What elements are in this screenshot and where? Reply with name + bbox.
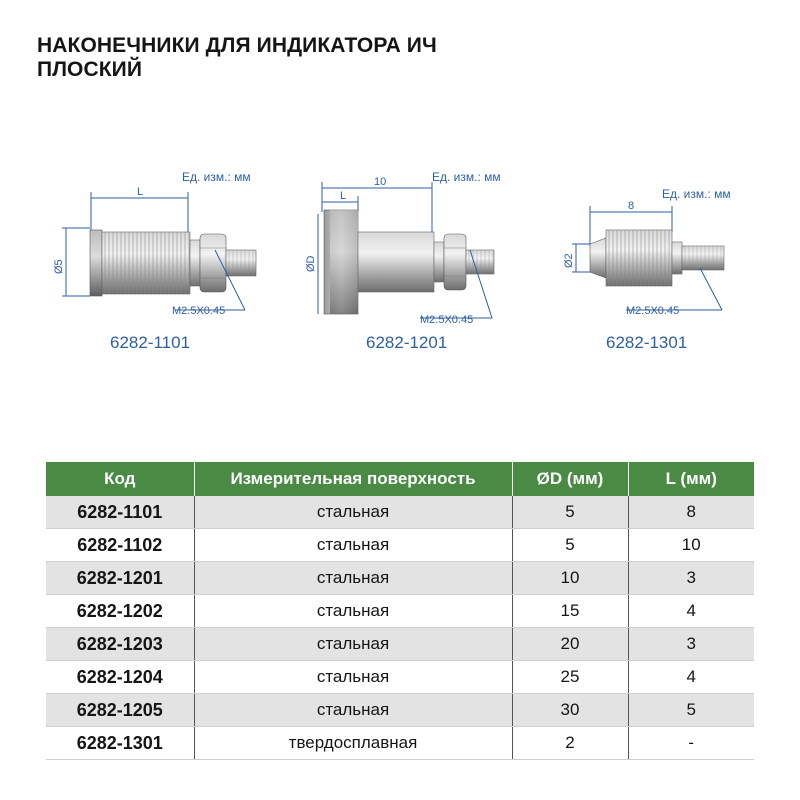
header-length: L (мм) bbox=[628, 462, 754, 496]
dim-l-label: L bbox=[340, 190, 347, 202]
dim-d-label: Ø5 bbox=[53, 259, 65, 274]
cell-code: 6282-1301 bbox=[46, 727, 194, 760]
cell-surface: стальная bbox=[194, 661, 512, 694]
table-row bbox=[46, 496, 754, 529]
cell-surface: стальная bbox=[194, 562, 512, 595]
table-row bbox=[46, 562, 754, 595]
header-surface: Измерительная поверхность bbox=[194, 462, 512, 496]
cell-length: 4 bbox=[628, 595, 754, 628]
cell-surface: стальная bbox=[194, 496, 512, 529]
drawing-code: 6282-1201 bbox=[366, 333, 448, 352]
drawing-code: 6282-1301 bbox=[606, 333, 688, 352]
cell-diameter: 2 bbox=[512, 727, 628, 760]
cell-diameter: 20 bbox=[512, 628, 628, 661]
cell-code: 6282-1203 bbox=[46, 628, 194, 661]
title-line-2: ПЛОСКИЙ bbox=[37, 58, 143, 81]
header-diameter: ØD (мм) bbox=[512, 462, 628, 496]
cell-diameter: 30 bbox=[512, 694, 628, 727]
cell-diameter: 5 bbox=[512, 496, 628, 529]
unit-label: Ед. изм.: мм bbox=[432, 170, 501, 184]
technical-drawings bbox=[0, 150, 800, 370]
cell-surface: стальная bbox=[194, 529, 512, 562]
cell-surface: твердосплавная bbox=[194, 727, 512, 760]
cell-length: - bbox=[628, 727, 754, 760]
page-title bbox=[37, 34, 437, 82]
thread-label: M2.5X0.45 bbox=[420, 314, 474, 326]
title-line-1: НАКОНЕЧНИКИ ДЛЯ ИНДИКАТОРА ИЧ bbox=[37, 34, 437, 57]
cell-code: 6282-1201 bbox=[46, 562, 194, 595]
drawing-code: 6282-1101 bbox=[110, 333, 191, 352]
dim-l-label: L bbox=[137, 186, 144, 198]
table-row bbox=[46, 727, 754, 760]
cell-diameter: 15 bbox=[512, 595, 628, 628]
cell-code: 6282-1202 bbox=[46, 595, 194, 628]
cell-code: 6282-1204 bbox=[46, 661, 194, 694]
thread-label: M2.5X0.45 bbox=[626, 305, 680, 317]
dim-8-label: 8 bbox=[628, 200, 635, 212]
cell-diameter: 10 bbox=[512, 562, 628, 595]
unit-label: Ед. изм.: мм bbox=[182, 170, 251, 184]
table-header-row bbox=[46, 462, 754, 496]
tip-drawing-1201 bbox=[305, 170, 501, 352]
cell-diameter: 5 bbox=[512, 529, 628, 562]
thread-label: M2.5X0.45 bbox=[172, 305, 226, 317]
cell-code: 6282-1102 bbox=[46, 529, 194, 562]
cell-code: 6282-1205 bbox=[46, 694, 194, 727]
table-row bbox=[46, 628, 754, 661]
table-row bbox=[46, 661, 754, 694]
cell-length: 5 bbox=[628, 694, 754, 727]
header-code: Код bbox=[46, 462, 194, 496]
tip-drawing-1301 bbox=[563, 187, 731, 352]
dim-d-label: Ø2 bbox=[563, 253, 575, 268]
table-row bbox=[46, 529, 754, 562]
cell-length: 4 bbox=[628, 661, 754, 694]
cell-length: 8 bbox=[628, 496, 754, 529]
table-row bbox=[46, 694, 754, 727]
cell-surface: стальная bbox=[194, 628, 512, 661]
table-row bbox=[46, 595, 754, 628]
cell-surface: стальная bbox=[194, 595, 512, 628]
cell-length: 10 bbox=[628, 529, 754, 562]
unit-label: Ед. изм.: мм bbox=[662, 187, 731, 201]
cell-length: 3 bbox=[628, 628, 754, 661]
cell-length: 3 bbox=[628, 562, 754, 595]
cell-diameter: 25 bbox=[512, 661, 628, 694]
cell-surface: стальная bbox=[194, 694, 512, 727]
dim-d-label: ØD bbox=[305, 255, 317, 272]
tip-drawing-1101 bbox=[53, 170, 256, 352]
spec-table bbox=[46, 462, 754, 760]
dim-10-label: 10 bbox=[374, 176, 387, 188]
cell-code: 6282-1101 bbox=[46, 496, 194, 529]
